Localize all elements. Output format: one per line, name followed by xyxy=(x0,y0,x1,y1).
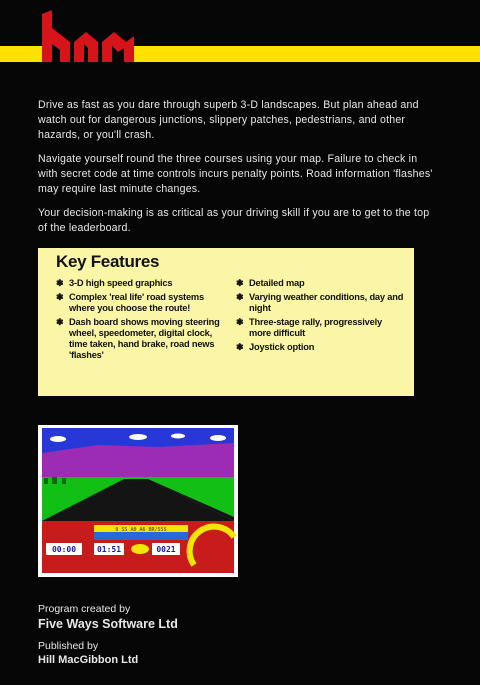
flower-bullet-icon: ❃ xyxy=(236,278,244,288)
developer-name: Five Ways Software Ltd xyxy=(38,617,178,631)
publisher-name: Hill MacGibbon Ltd xyxy=(38,654,139,666)
description-paragraph: Drive as fast as you dare through superb 3-D landscapes. But plan ahead and watch out for dangerous junctions, slippery patches, pedestrians, and other hazards, or you'll crash. xyxy=(38,99,419,141)
feature-item: ❃ Dash board shows moving steering wheel, speedometer, digital clock, time taken, hand brake, road news 'flashes' xyxy=(56,317,220,360)
feature-item: ❃ Three-stage rally, progressively more difficult xyxy=(236,317,382,338)
news-flash-text: 0 SS A0 A6 BR/SSS xyxy=(115,527,167,533)
clock-mid: 01:51 xyxy=(96,545,122,554)
feature-item: ❃ Detailed map xyxy=(236,278,305,288)
created-by-label: Program created by xyxy=(38,603,131,615)
top-stripe-left xyxy=(0,46,44,62)
key-features-panel xyxy=(38,248,414,396)
publisher-logo xyxy=(40,8,136,64)
features-right-list xyxy=(236,278,406,356)
score-readout: 0021 xyxy=(156,545,176,554)
published-by-label: Published by xyxy=(38,640,99,652)
flower-bullet-icon: ❃ xyxy=(236,342,244,352)
description xyxy=(38,98,433,245)
top-stripe-right xyxy=(134,46,480,62)
clock-left: 00:00 xyxy=(51,545,77,554)
feature-item: ❃ Joystick option xyxy=(236,342,315,352)
flower-bullet-icon: ❃ xyxy=(56,278,64,288)
feature-item: ❃ Varying weather conditions, day and night xyxy=(236,292,404,313)
flower-bullet-icon: ❃ xyxy=(56,317,64,327)
feature-item: ❃ 3-D high speed graphics xyxy=(56,278,173,288)
key-features-title: Key Features xyxy=(56,252,160,271)
flower-bullet-icon: ❃ xyxy=(236,292,244,302)
features-left-list xyxy=(56,278,221,364)
description-paragraph: Navigate yourself round the three courses using your map. Failure to check in with secret code at time controls incurs penalty points. Road information 'flashes' may require last minute changes. xyxy=(38,153,433,195)
game-screenshot xyxy=(38,425,238,577)
flower-bullet-icon: ❃ xyxy=(236,317,244,327)
flower-bullet-icon: ❃ xyxy=(56,292,64,302)
description-paragraph: Your decision-making is as critical as your driving skill if you are to get to the top of the leaderboard. xyxy=(38,207,430,234)
feature-item: ❃ Complex 'real life' road systems where you choose the route! xyxy=(56,292,204,313)
